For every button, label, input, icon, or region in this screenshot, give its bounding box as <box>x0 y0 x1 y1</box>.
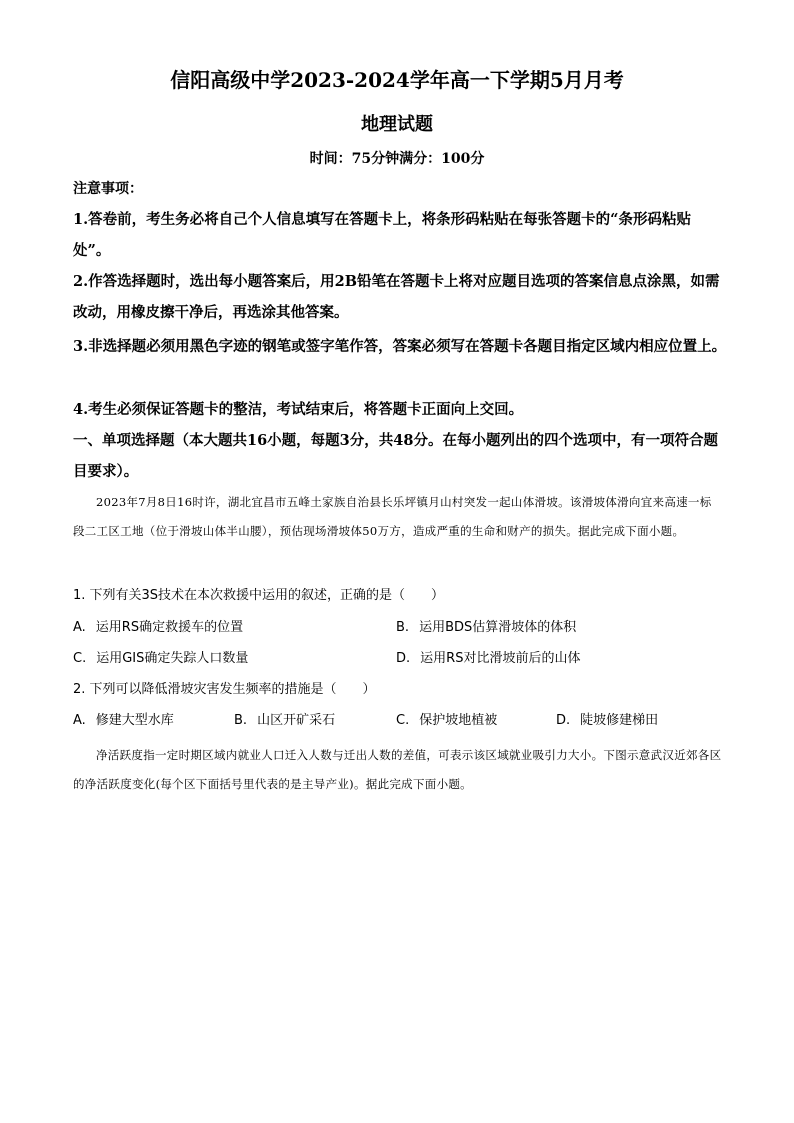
option-letter: C. <box>73 651 87 666</box>
question-1-stem: 1. 下列有关3S技术在本次救援中运用的叙述，正确的是（ ） <box>73 588 445 603</box>
option-letter: B. <box>396 620 410 635</box>
page-title: 信阳高级中学2023-2024学年高一下学期5月月考 <box>170 68 624 92</box>
question-2-option-b <box>234 711 335 731</box>
note-item-4: 4.考生必须保证答题卡的整洁，考试结束后，将答题卡正面向上交回。 <box>73 401 524 418</box>
question-2-stem: 2. 下列可以降低滑坡灾害发生频率的措施是（ ） <box>73 682 376 697</box>
note-item-1: 1.答卷前，考生务必将自己个人信息填写在答题卡上，将条形码粘贴在每张答题卡的“条形码粘贴处”。 <box>73 211 691 259</box>
section-heading: 一、单项选择题（本大题共16小题，每题3分，共48分。在每小题列出的四个选项中，有一项符合题目要求）。 <box>73 432 718 480</box>
option-text: 陡坡修建梯田 <box>580 713 659 728</box>
question-2-option-d <box>556 711 658 731</box>
question-1-option-c <box>73 649 248 669</box>
option-letter: A. <box>73 620 86 635</box>
option-text: 运用BDS估算滑坡体的体积 <box>419 620 577 635</box>
question-2-option-a <box>73 711 174 731</box>
option-text: 保护坡地植被 <box>419 713 498 728</box>
question-2-option-c <box>396 711 497 731</box>
notes-heading: 注意事项： <box>73 181 143 197</box>
passage-net-activity: 净活跃度指一定时期区域内就业人口迁入人数与迁出人数的差值，可表示该区域就业吸引力大小。下图示意武汉近郊各区的净活跃度变化(每个区下面括号里代表的是主导产业)。据此完成下面小题。 <box>73 748 722 791</box>
passage-landslide: 2023年7月8日16时许，湖北宜昌市五峰土家族自治县长乐坪镇月山村突发一起山体滑坡。该滑坡体滑向宜来高速一标段二工区工地（位于滑坡山体半山腰），预估现场滑坡体50万方，造成严重的生命和财产的损失。据此完成下面小题。 <box>73 495 712 538</box>
option-letter: B. <box>234 713 248 728</box>
question-1-option-d <box>396 649 580 669</box>
option-text: 运用GIS确定失踪人口数量 <box>96 651 249 666</box>
option-letter: D. <box>556 713 571 728</box>
page-subtitle: 地理试题 <box>361 114 433 135</box>
option-text: 运用RS对比滑坡前后的山体 <box>420 651 581 666</box>
question-1-option-a <box>73 618 243 638</box>
option-text: 运用RS确定救援车的位置 <box>95 620 244 635</box>
question-1-option-b <box>396 618 576 638</box>
option-letter: C. <box>396 713 410 728</box>
note-item-2: 2.作答选择题时，选出每小题答案后，用2B铅笔在答题卡上将对应题目选项的答案信息点涂黑，如需改动，用橡皮擦干净后，再选涂其他答案。 <box>73 273 720 321</box>
option-text: 山区开矿采石 <box>257 713 336 728</box>
exam-time-info: 时间：75分钟满分：100分 <box>309 151 485 167</box>
option-letter: A. <box>73 713 86 728</box>
note-item-3: 3.非选择题必须用黑色字迹的钢笔或签字笔作答，答案必须写在答题卡各题目指定区域内相应位置上。 <box>73 338 727 355</box>
option-text: 修建大型水库 <box>95 713 174 728</box>
option-letter: D. <box>396 651 411 666</box>
